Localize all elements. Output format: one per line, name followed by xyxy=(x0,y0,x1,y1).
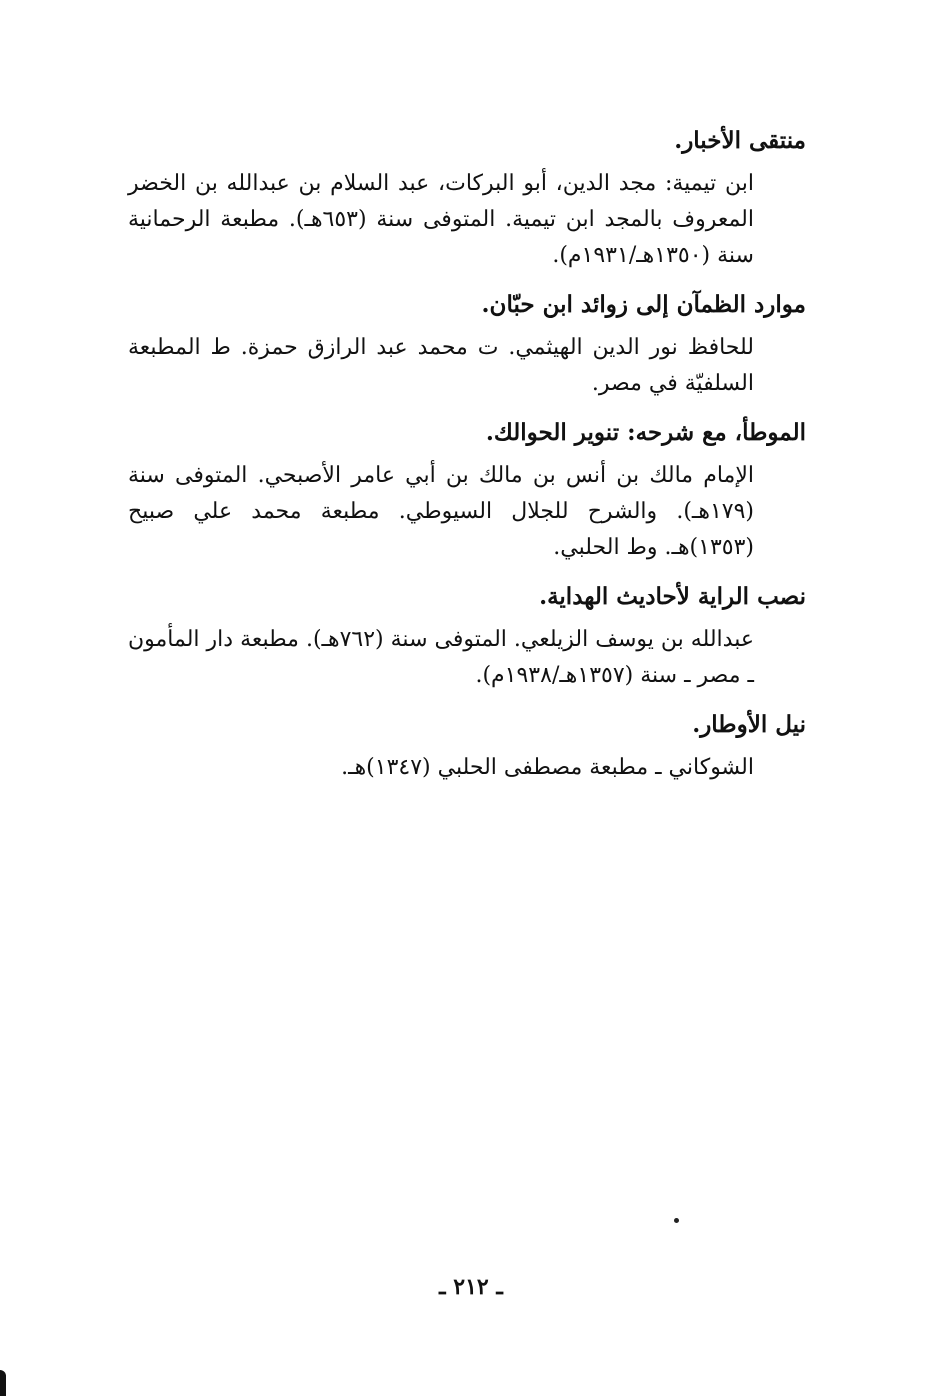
page-number: ـ ٢١٢ ـ xyxy=(439,1274,503,1300)
bibliography-entry xyxy=(128,410,806,566)
entry-title: نصب الراية لأحاديث الهداية. xyxy=(539,583,806,610)
entry-body: للحافظ نور الدين الهيثمي. ت محمد عبد الرازق حمزة. ط المطبعة السلفيّة في مصر. xyxy=(128,335,754,396)
entry-body: عبدالله بن يوسف الزيلعي. المتوفى سنة (٧٦٢هـ). مطبعة دار المأمون ـ مصر ـ سنة (١٣٥٧هـ/١٩٣٨م). xyxy=(128,627,754,688)
bibliography-entry xyxy=(128,282,806,402)
bibliography-entry xyxy=(128,118,806,274)
entry-body: الإمام مالك بن أنس بن مالك بن أبي عامر الأصبحي. المتوفى سنة (١٧٩هـ). والشرح للجلال السيوطي. مطبعة محمد علي صبيح (١٣٥٣)هـ. وط الحلبي. xyxy=(128,463,754,560)
entry-body: الشوكاني ـ مطبعة مصطفى الحلبي (١٣٤٧)هـ. xyxy=(341,755,754,780)
ink-speck xyxy=(674,1218,679,1223)
bibliography-list xyxy=(128,118,806,794)
bibliography-entry xyxy=(128,702,806,786)
entry-title: منتقى الأخبار. xyxy=(674,127,806,154)
entry-title: الموطأ، مع شرحه: تنوير الحوالك. xyxy=(485,419,806,446)
bibliography-entry xyxy=(128,574,806,694)
entry-title: موارد الظمآن إلى زوائد ابن حبّان. xyxy=(481,291,806,318)
entry-body: ابن تيمية: مجد الدين، أبو البركات، عبد السلام بن عبدالله بن الخضر المعروف بالمجد ابن تيمية. المتوفى سنة (٦٥٣هـ). مطبعة الرحمانية سنة (١٣٥٠هـ/١٩٣١م). xyxy=(128,171,754,268)
scan-edge-mark xyxy=(0,1370,6,1396)
entry-title: نيل الأوطار. xyxy=(692,711,806,738)
